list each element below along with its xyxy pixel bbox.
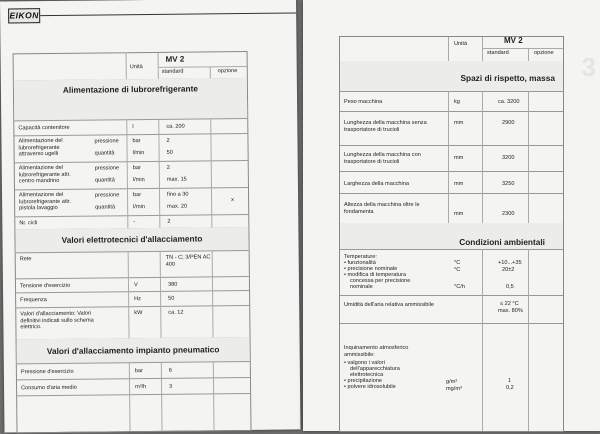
left-page bbox=[0, 0, 300, 433]
page-number-watermark: 3 bbox=[581, 52, 596, 82]
table-row: Lunghezza della macchina senza trasportatore di trucioli mm 2900 bbox=[340, 111, 563, 146]
section-title-pneumatic: Valori d'allacciamento impianto pneumatico bbox=[46, 344, 220, 357]
table-row: Pressione d'esercizio bar 6 bbox=[17, 361, 250, 380]
eikon-logo: EIKON bbox=[8, 8, 40, 23]
model-header: MV 2 bbox=[165, 54, 185, 64]
table-row: Alimentazione del lubrorefrigerante attr. pistola lavaggio pressione quantità bar l/min fino a 30 max. 20 x bbox=[15, 187, 248, 217]
table-row: Valori d'allacciamento: Valori definitivi indicati sullo schema elettrico. kW ca. 12 bbox=[16, 305, 249, 340]
space-section bbox=[340, 61, 563, 92]
table-row: Alimentazione del lubrorefrigerante attr. centro mandrino pressione quantità bar l/min 2 max. 15 bbox=[15, 160, 248, 190]
table-row: Capacità contenitore l ca. 200 bbox=[14, 118, 247, 136]
section-title-ambient: Condizioni ambientali bbox=[459, 237, 545, 247]
option-mark: x bbox=[231, 197, 234, 204]
lubro-section bbox=[14, 78, 247, 121]
pneumatic-section bbox=[17, 337, 250, 364]
table-row: Inquinamento atmosferico ammissibile: • valgono i valori dell'apparecchiatura elettrotecnica • precipitazione • polvere idrosolubile g/m² mg/m³ 1 0,2 bbox=[344, 345, 514, 392]
table-row: Frequenza Hz 50 bbox=[16, 290, 249, 308]
right-spec-table bbox=[339, 36, 564, 432]
table-row: Peso macchina kg ca. 3200 bbox=[340, 91, 563, 112]
unit-header: Unità bbox=[129, 64, 143, 71]
table-row: Altezza della macchina oltre le fondamenta mm 2300 bbox=[340, 193, 563, 224]
table-header: Unità MV 2 standard opzione bbox=[340, 37, 563, 62]
table-row: Lunghezza della macchina con trasportatore di trucioli mm 3200 bbox=[340, 145, 563, 172]
left-spec-table bbox=[13, 51, 252, 433]
table-row: Consumo d'aria medio m³/h 3 bbox=[17, 377, 250, 396]
table-row: Umidità dell'aria relativa ammissibile ≤ 22 °C max. 80% bbox=[340, 295, 563, 324]
option-header: opzione bbox=[217, 68, 238, 75]
standard-header: standard bbox=[161, 68, 184, 75]
section-title-space: Spazi di rispetto, massa bbox=[460, 73, 555, 83]
table-row: Temperature: • funzionalità • precisione nominale • modifica di temperatura concessa per precisione nominale °C °C °C/h +10...+35 20±2 0,5 bbox=[340, 249, 563, 296]
right-page bbox=[303, 0, 600, 431]
section-title-electrical: Valori elettrotecnici d'allacciamento bbox=[61, 233, 203, 245]
table-row: Larghezza della macchina mm 3250 bbox=[340, 171, 563, 194]
header-rule bbox=[40, 12, 296, 16]
table-header bbox=[14, 52, 247, 81]
table-row: Nr. cicli - 2 bbox=[15, 214, 248, 230]
section-title-lubro: Alimentazione di lubrorefrigerante bbox=[62, 83, 199, 95]
table-row: Tensione d'esercizio V 380 bbox=[16, 276, 249, 293]
table-row: Rete TN - C; 3/PEN AC 400 bbox=[16, 250, 249, 279]
table-row: Alimentazione del lubrorefrigerante attraverso ugelli pressione quantità bar l/min 2 50 bbox=[14, 133, 247, 163]
ambient-section bbox=[340, 223, 563, 250]
